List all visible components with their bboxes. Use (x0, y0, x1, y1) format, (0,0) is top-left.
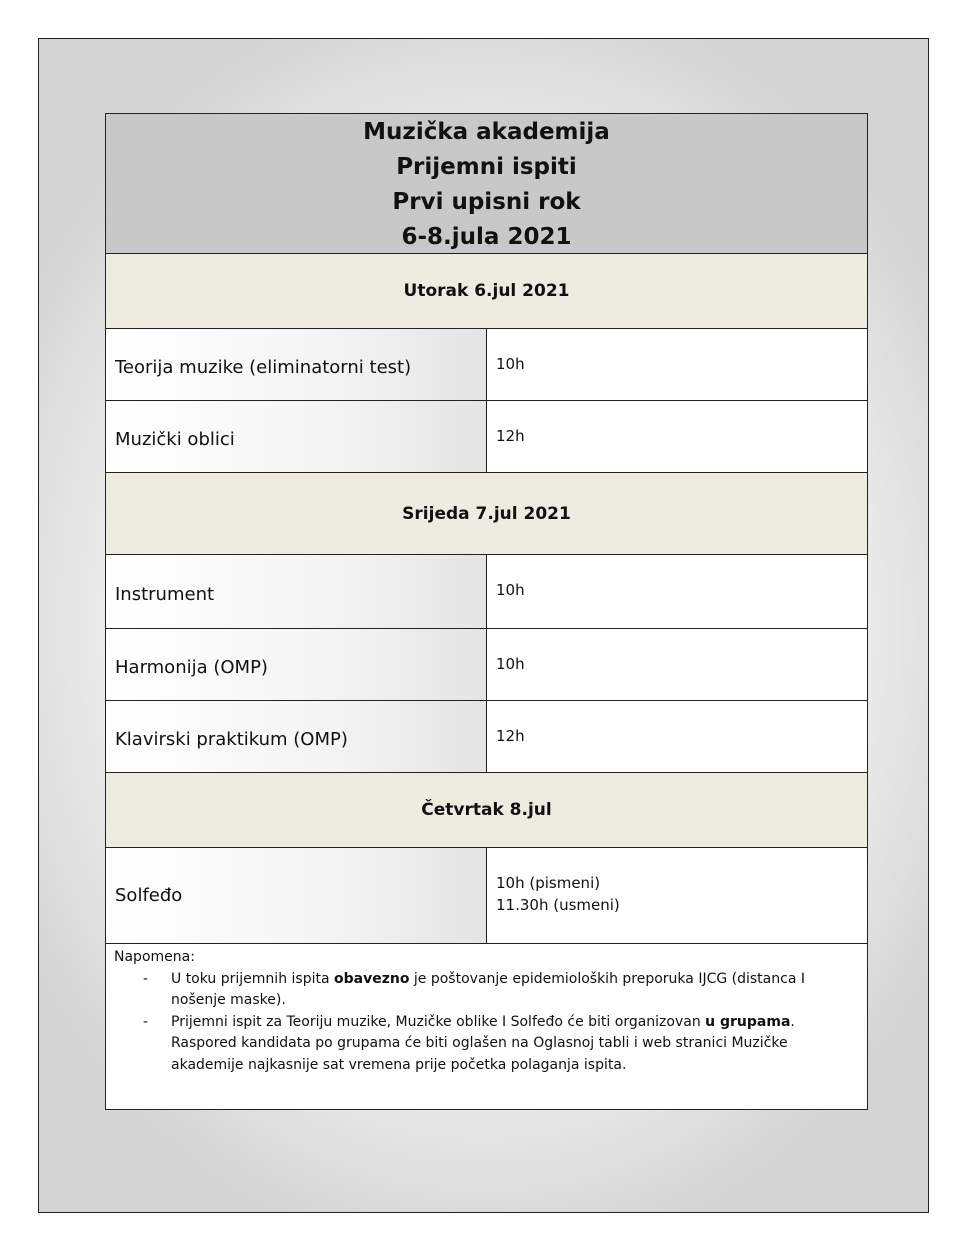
time-value: 10h (496, 655, 525, 673)
note-list (114, 969, 859, 1077)
time-cell (487, 401, 867, 472)
table-row (106, 848, 867, 944)
time-cell (487, 329, 867, 400)
table-row (106, 555, 867, 629)
time-value: 12h (496, 727, 525, 745)
time-cell (487, 701, 867, 772)
title-exams: Prijemni ispiti (396, 153, 577, 180)
time-value: 11.30h (usmeni) (496, 896, 620, 914)
subject-cell: Muzički oblici (106, 401, 487, 472)
list-dash: - (143, 1013, 149, 1030)
list-dash: - (143, 970, 149, 987)
note-emphasis: obavezno (334, 970, 410, 987)
title-enrollment-term: Prvi upisni rok (392, 188, 581, 215)
note-item (114, 1012, 829, 1077)
subject-cell: Teorija muzike (eliminatorni test) (106, 329, 487, 400)
note-text: U toku prijemnih ispita (171, 970, 334, 987)
subject-cell: Harmonija (OMP) (106, 629, 487, 700)
time-value: 10h (pismeni) (496, 874, 601, 892)
time-value: 12h (496, 427, 525, 445)
note-item (114, 969, 829, 1012)
day-header-thursday: Četvrtak 8.jul (106, 773, 867, 848)
schedule-title-block (106, 114, 867, 254)
table-row (106, 701, 867, 773)
title-institution: Muzička akademija (363, 118, 610, 145)
time-cell (487, 555, 867, 628)
exam-schedule-table (105, 113, 868, 1110)
table-row (106, 401, 867, 473)
note-section (106, 944, 867, 1109)
time-value: 10h (496, 355, 525, 373)
day-header-tuesday: Utorak 6.jul 2021 (106, 254, 867, 329)
note-emphasis: u grupama (705, 1013, 791, 1030)
note-title: Napomena: (114, 949, 195, 965)
subject-cell: Instrument (106, 555, 487, 628)
subject-cell: Solfeđo (106, 848, 487, 943)
note-text: je poštovanje epidemioloških preporuka IJCG (distanca I nošenje maske). (171, 970, 805, 1008)
note-text: Prijemni ispit za Teoriju muzike, Muzičke oblike I Solfeđo će biti organizovan (171, 1013, 706, 1030)
day-header-wednesday: Srijeda 7.jul 2021 (106, 473, 867, 555)
table-row (106, 329, 867, 401)
title-dates: 6-8.jula 2021 (401, 223, 572, 250)
table-row (106, 629, 867, 701)
note-text: . Raspored kandidata po grupama će biti oglašen na Oglasnoj tabli i web stranici Muzičke akademije najkasnije sat vremena prije početka polaganja ispita. (171, 1013, 795, 1073)
time-cell (487, 848, 867, 943)
subject-cell: Klavirski praktikum (OMP) (106, 701, 487, 772)
time-cell (487, 629, 867, 700)
time-value: 10h (496, 581, 525, 599)
